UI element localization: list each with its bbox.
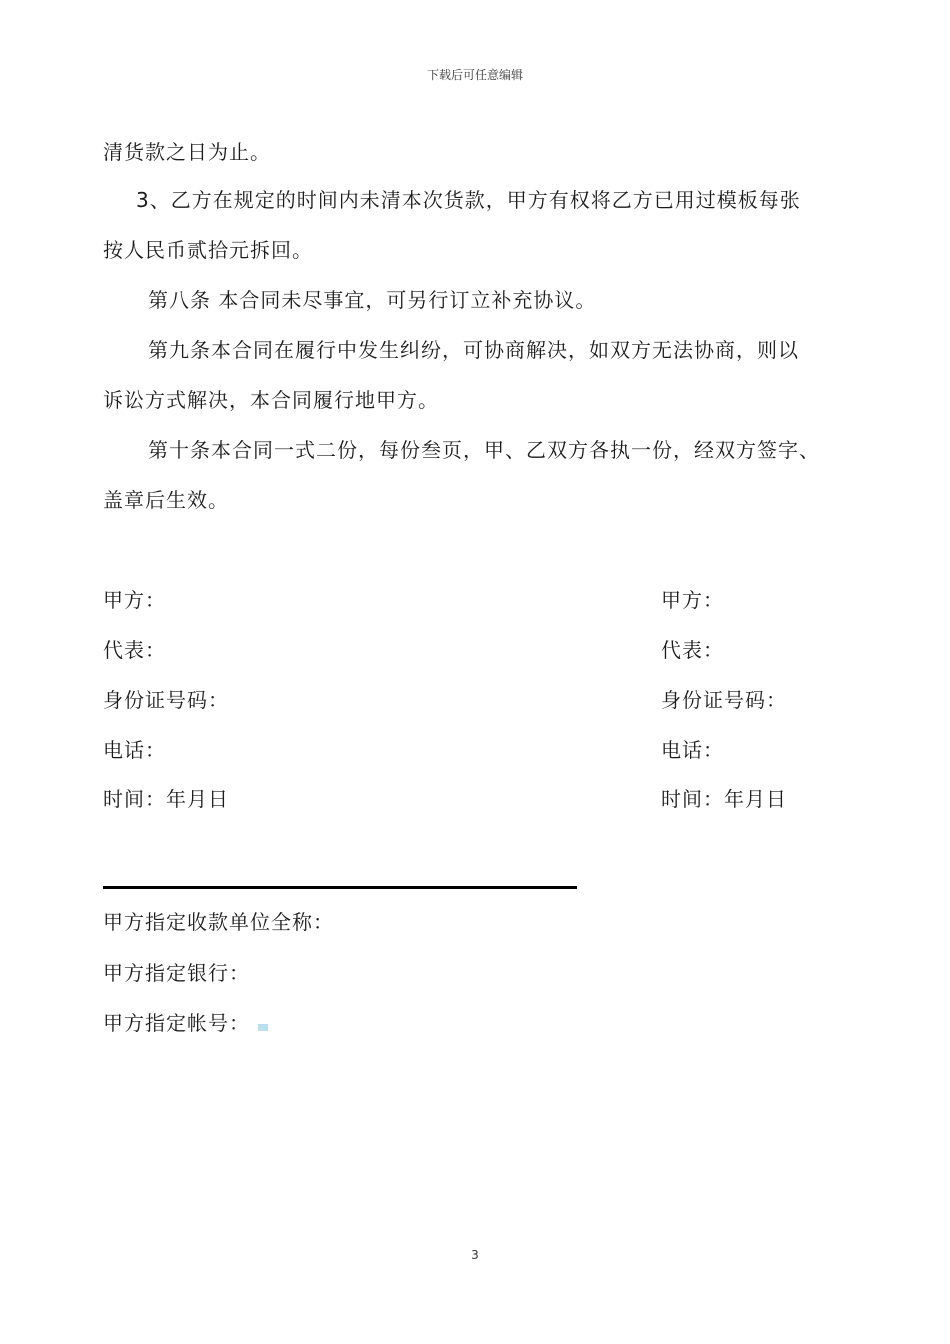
article-9: 第九条本合同在履行中发生纠纷，可协商解决，如双方无法协商，则以 xyxy=(148,338,799,362)
account-label: 甲方指定帐号： xyxy=(103,1011,250,1035)
payee-name-label: 甲方指定收款单位全称： xyxy=(103,910,334,934)
body-line-1: 清货款之日为止。 xyxy=(103,140,271,164)
article-10: 第十条本合同一式二份，每份叁页，甲、乙双方各执一份，经双方签字、 xyxy=(148,438,820,462)
body-line-2: 3、乙方在规定的时间内未清本次货款，甲方有权将乙方已用过模板每张 xyxy=(136,188,801,212)
page-number: 3 xyxy=(471,1248,479,1262)
divider-rule xyxy=(103,886,577,889)
left-party: 甲方： xyxy=(103,588,166,612)
body-line-3: 按人民币贰拾元拆回。 xyxy=(103,238,313,262)
page-header: 下载后可任意编辑 xyxy=(426,68,523,82)
body-line-6: 诉讼方式解决，本合同履行地甲方。 xyxy=(103,388,439,412)
right-id-number: 身份证号码： xyxy=(661,688,787,712)
body-line-8: 盖章后生效。 xyxy=(103,488,229,512)
left-date: 时间：年月日 xyxy=(103,787,229,811)
right-party: 甲方： xyxy=(661,588,724,612)
right-date: 时间：年月日 xyxy=(661,787,787,811)
bank-label: 甲方指定银行： xyxy=(103,961,250,985)
left-id-number: 身份证号码： xyxy=(103,688,229,712)
left-phone: 电话： xyxy=(103,738,166,762)
article-8: 第八条 本合同未尽事宜，可另行订立补充协议。 xyxy=(148,288,597,312)
right-phone: 电话： xyxy=(661,738,724,762)
highlight-mark xyxy=(258,1024,268,1031)
right-representative: 代表： xyxy=(661,638,724,662)
left-representative: 代表： xyxy=(103,638,166,662)
